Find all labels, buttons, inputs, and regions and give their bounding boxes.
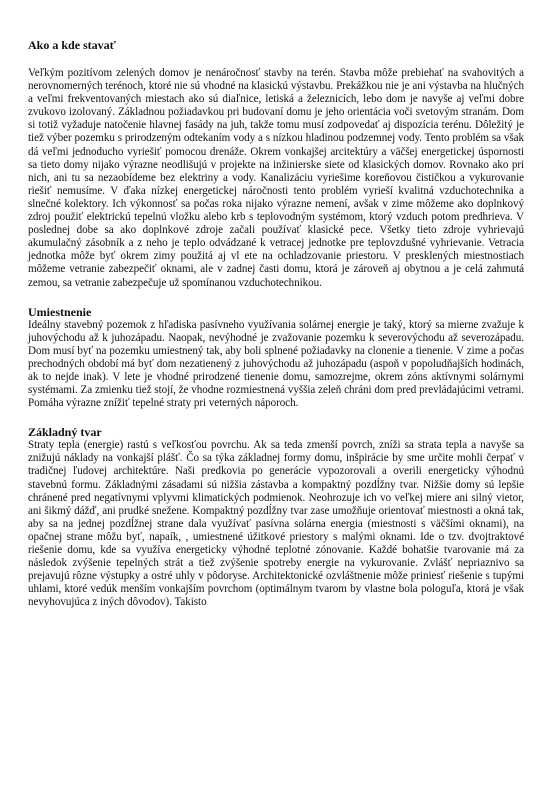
section-paragraph: Straty tepla (energie) rastú s veľkosťou povrchu. Ak sa teda zmenší povrch, zníži sa strata tepla a navyše sa znižujú náklady na vonkajší plášť. Čo sa týka základnej formy domu, inšpirácie by sme určite mohli čerpať v tradičnej ľudovej architektúre. Naši predkovia po generácie vypozorovali a overili energeticky výhodnú stavebnú formu. Základnými zásadami sú nižšia zástavba a kompaktný pozdĺžny tvar. Nižšie domy sú lepšie chránené pred negatívnymi vplyvmi klimatických podmienok. Neohrozuje ich vo veľkej miere ani silný vietor, ani šikmý dážď, ani prudké snežene. Kompaktný pozdĺžny tvar zase umožňuje orientovať miestnosti a okná tak, aby sa na jednej pozdĺžnej strane dala využívať pasívna solárna energia (miestnosti s väčšími oknami), na opačnej strane môžu byť, napaík, , umiestnené úžitkové priestory s malými oknami. Ide o tzv. dvojtraktové riešenie domu, kde sa využíva energeticky výhodné teplotné zónovanie. Každé bohatšie tvarovanie má za následok zvýšenie tepelných strát a tiež zvýšenie spotreby energie na vykurovanie. Zvlášť nepriaznivo sa prejavujú rôzne výstupky a ostré uhly v pôdoryse. Architektonické ozvláštnenie môže priniesť riešenie s tupými uhlami, ktoré vedúk menším vonkajším povrchom (optimálnym tvarom by vlastne bola pologuľa, ktorá je však nevyhovujúca z iných dôvodov). Takisto (28, 439, 524, 609)
section-heading: Základný tvar (28, 425, 102, 440)
section-heading: Ako a kde stavať (28, 38, 116, 52)
section-heading: Umiestnenie (28, 304, 92, 319)
section-paragraph: Ideálny stavebný pozemok z hľadiska pasívneho využívania solárnej energie je taký, ktorý sa mierne zvažuje k juhovýchodu až k juhozápadu. Naopak, nevýhodné je zvažovanie pozemku k severovýchodu až severozápadu. Dom musí byť na pozemku umiestnený tak, aby boli splnené požiadavky na clonenie a tienenie. V zime a počas prechodných období má byť dom nezatienený z juhovýchodu až juhozápadu (aspoň v popoludňajších hodinách, ak to nejde inak). V lete je vhodné prirodzené tienenie domu, samozrejme, okrem zóns aktívnymi solárnymi systémami. Za zmienku tiež stojí, že vhodne rozmiestnená vyššia zeleň chráni dom pred prevládajúcimi vetrami. Pomáha výrazne znížiť tepelné straty pri veterných náporoch. (28, 318, 524, 410)
section-paragraph: Veľkým pozitívom zelených domov je nenáročnosť stavby na terén. Stavba môže prebiehať na svahovitých a nerovnomerných terénoch, ktoré nie sú vhodné na klasickú výstavbu. Prekážkou nie je ani výstavba na hlučných a veľmi frekventovaných miestach ako sú diaľnice, letiská a železnicích, lebo dom je navyše aj veľmi dobre zvukovo izolovaný. Základnou požiadavkou pri budovaní domu je jeho orientácia voči svetovým stranám. Dom si totiž vyžaduje natočenie hlavnej fasády na juh, takže tomu musí zodpovedať aj dispozícia terénu. Dôležitý je tiež výber pozemku s prirodzeným odtekaním vody a s nízkou hladinou podzemnej vody. Tento problém sa však dá veľmi jednoducho vyriešiť pomocou drenáže. Okrem vonkajšej arcitektúry a väčšej energetickej úspornosti sa tieto domy nijako výrazne neodlišujú v projekte na inžinierske siete od klasických domov. Rovnako ako pri nich, ani tu sa nezaobídeme bez elektriny a vody. Kanalizáciu vyriešime koreňovou čističkou a vykurovanie riešiť nemusíme. V ďaka nízkej energetickej náročnosti tento problém vyrieší kvalitná vzduchotechnika a slnečné kolektory. Ich výkonnosť sa počas roka nijako výrazne nemení, avšak v zime môžeme ako doplnkový zdroj použiť elektrickú tepelnú vložku alebo krb s teplovodným systémom, ktorý vzduch potom predhrieva. V poslednej dobe sa ako doplnkové zdroje začali používať klasické pece. Všetky tieto zdroje vyhrievajú akumulačný zásobník a z neho je teplo odvádzané k vetracej jednotke pre teplovzdušné vyhrievanie. Vetracia jednotka môže byť okrem zimy použitá aj vl ete na ochladzovanie priestoru. V presklených miestnostiach môžeme vetranie zabezpečiť oknami, ale v zadnej časti domu, ktorá je zároveň aj obytnou a je celá zahmutá zemou, sa vetranie zabezpečuje už spomínanou vzduchotechnikou. (28, 67, 524, 289)
